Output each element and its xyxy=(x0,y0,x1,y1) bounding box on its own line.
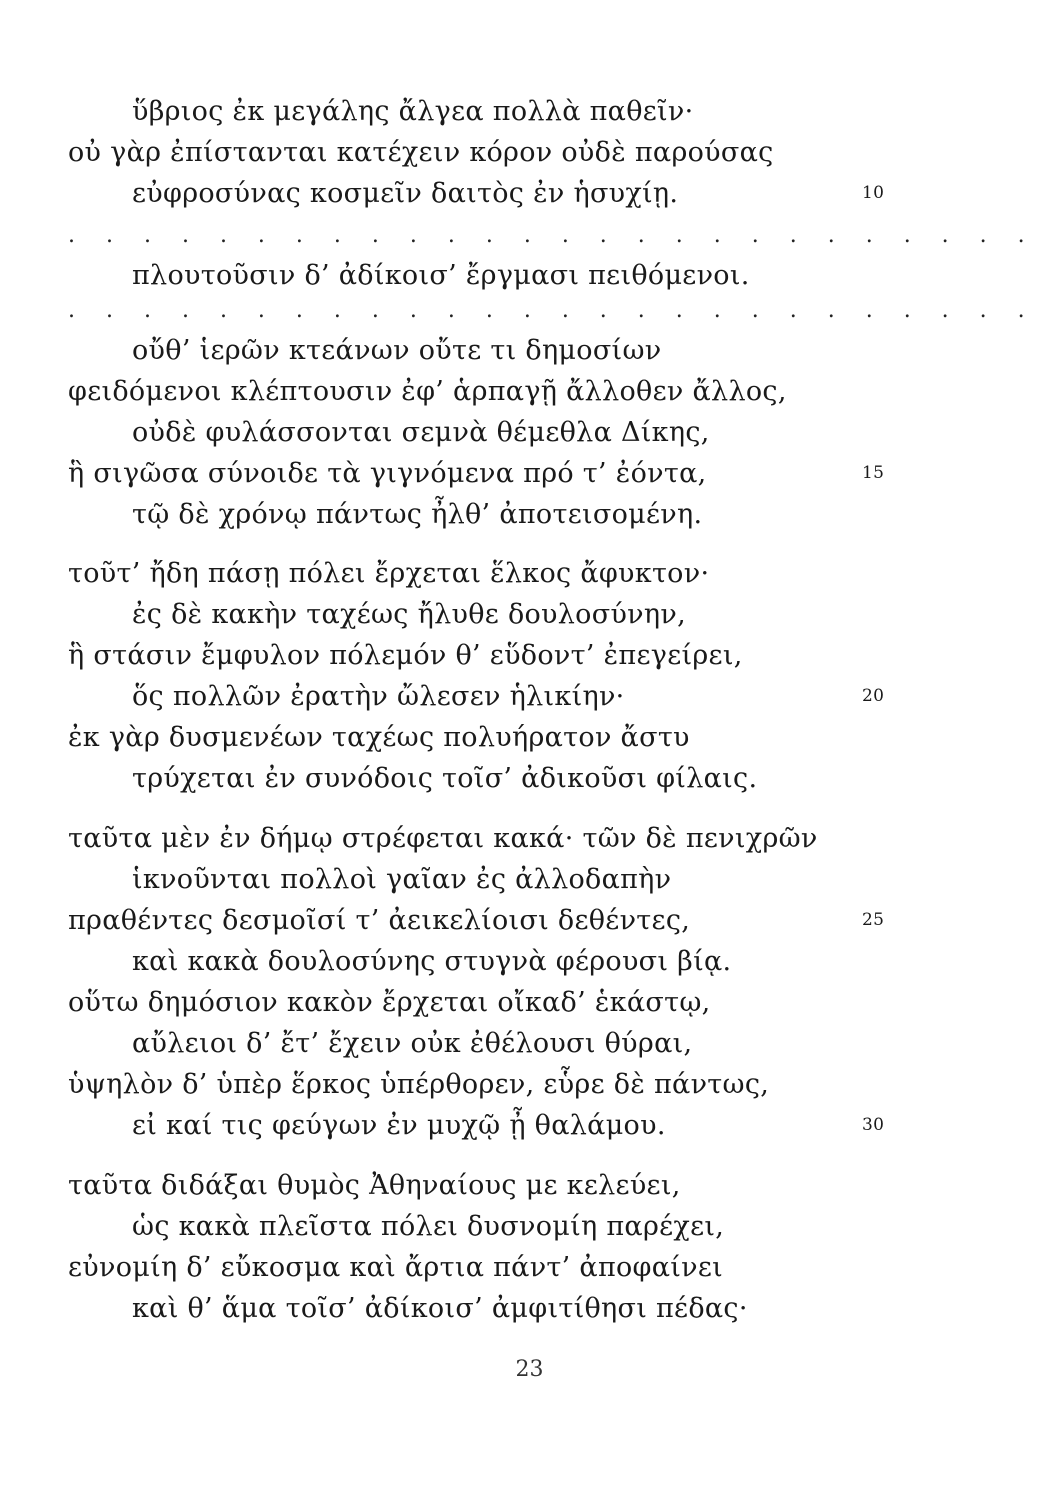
verse-line xyxy=(0,635,1059,676)
verse-text: ὡς κακὰ πλεῖστα πόλει δυσνομίη παρέχει, xyxy=(132,1211,725,1242)
verse-text: τοῦτ’ ἤδη πάσῃ πόλει ἔρχεται ἕλκος ἄφυκτον· xyxy=(68,558,710,589)
verse-text: αὔλειοι δ’ ἔτ’ ἔχειν οὐκ ἐθέλουσι θύραι, xyxy=(132,1028,693,1059)
verse-line xyxy=(0,1247,1059,1288)
stanza-1 xyxy=(0,91,1059,214)
verse-line xyxy=(0,859,1059,900)
verse-line xyxy=(0,132,1059,173)
verse-line xyxy=(0,900,1059,941)
verse-text: εἰ καί τις φεύγων ἐν μυχῷ ᾖ θαλάμου. xyxy=(132,1110,666,1141)
verse-line xyxy=(0,453,1059,494)
verse-text: εὐφροσύνας κοσμεῖν δαιτὸς ἐν ἡσυχίῃ. xyxy=(132,178,679,209)
verse-line xyxy=(0,1165,1059,1206)
verse-text: ὅς πολλῶν ἐρατὴν ὤλεσεν ἡλικίην· xyxy=(132,681,625,712)
verse-text: φειδόμενοι κλέπτουσιν ἐφ’ ἁρπαγῇ ἄλλοθεν ἄλλος, xyxy=(68,376,787,407)
stanza-5 xyxy=(0,818,1059,1146)
verse-line xyxy=(0,91,1059,132)
verse-line xyxy=(0,1064,1059,1105)
verse-line xyxy=(0,758,1059,799)
verse-line xyxy=(0,255,1059,296)
lacuna-dots: . . . . . . . . . . . . . . . . . . . . . . . . . . xyxy=(68,223,1037,248)
verse-line xyxy=(0,173,1059,214)
verse-line xyxy=(0,494,1059,535)
stanza-2 xyxy=(0,255,1059,296)
stanza-6 xyxy=(0,1165,1059,1329)
verse-line xyxy=(0,717,1059,758)
verse-line xyxy=(0,553,1059,594)
verse-line xyxy=(0,818,1059,859)
verse-text: ταῦτα μὲν ἐν δήμῳ στρέφεται κακά· τῶν δὲ πενιχρῶν xyxy=(68,823,818,854)
verse-text: τρύχεται ἐν συνόδοις τοῖσ’ ἀδικοῦσι φίλαις. xyxy=(132,763,758,794)
verse-text: ἱκνοῦνται πολλοὶ γαῖαν ἐς ἀλλοδαπὴν xyxy=(132,864,672,895)
verse-text: οὕτω δημόσιον κακὸν ἔρχεται οἴκαδ’ ἑκάστῳ, xyxy=(68,987,711,1018)
verse-line xyxy=(0,1105,1059,1146)
verse-line xyxy=(0,982,1059,1023)
verse-text: ὑψηλὸν δ’ ὑπὲρ ἕρκος ὑπέρθορεν, εὗρε δὲ πάντως, xyxy=(68,1069,770,1100)
verse-line xyxy=(0,1206,1059,1247)
verse-line xyxy=(0,1023,1059,1064)
lacuna-dots: . . . . . . . . . . . . . . . . . . . . . . . . . . xyxy=(68,298,1037,323)
line-number: 10 xyxy=(862,183,885,203)
verse-text: πλουτοῦσιν δ’ ἀδίκοισ’ ἔργμασι πειθόμενοι. xyxy=(132,260,750,291)
verse-text: ὕβριος ἐκ μεγάλης ἄλγεα πολλὰ παθεῖν· xyxy=(132,96,694,127)
page-number: 23 xyxy=(515,1357,544,1382)
verse-line xyxy=(0,371,1059,412)
verse-line xyxy=(0,676,1059,717)
verse-text: ταῦτα διδάξαι θυμὸς Ἀθηναίους με κελεύει, xyxy=(68,1170,681,1201)
verse-text: οὔθ’ ἱερῶν κτεάνων οὔτε τι δημοσίων xyxy=(132,335,662,366)
verse-text: τῷ δὲ χρόνῳ πάντως ἦλθ’ ἀποτεισομένη. xyxy=(132,499,703,530)
verse-text: πραθέντες δεσμοῖσί τ’ ἀεικελίοισι δεθέντες, xyxy=(68,905,691,936)
verse-text: ἣ σιγῶσα σύνοιδε τὰ γιγνόμενα πρό τ’ ἐόντα, xyxy=(68,458,707,489)
verse-text: ἐς δὲ κακὴν ταχέως ἤλυθε δουλοσύνην, xyxy=(132,599,686,630)
stanza-4 xyxy=(0,553,1059,799)
line-number: 25 xyxy=(862,910,885,930)
verse-text: καὶ κακὰ δουλοσύνης στυγνὰ φέρουσι βίᾳ. xyxy=(132,946,732,977)
verse-line xyxy=(0,594,1059,635)
verse-text: οὐδὲ φυλάσσονται σεμνὰ θέμεθλα Δίκης, xyxy=(132,417,710,448)
verse-text: εὐνομίη δ’ εὔκοσμα καὶ ἄρτια πάντ’ ἀποφαίνει xyxy=(68,1252,724,1283)
line-number: 20 xyxy=(862,686,885,706)
verse-line xyxy=(0,412,1059,453)
verse-text: οὐ γὰρ ἐπίστανται κατέχειν κόρον οὐδὲ παρούσας xyxy=(68,137,774,168)
verse-line xyxy=(0,1288,1059,1329)
verse-text: ἐκ γὰρ δυσμενέων ταχέως πολυήρατον ἄστυ xyxy=(68,722,690,753)
line-number: 15 xyxy=(862,463,885,483)
verse-line xyxy=(0,330,1059,371)
line-number: 30 xyxy=(862,1115,885,1135)
stanza-3 xyxy=(0,330,1059,535)
verse-line xyxy=(0,941,1059,982)
verse-text: ἣ στάσιν ἔμφυλον πόλεμόν θ’ εὕδοντ’ ἐπεγείρει, xyxy=(68,640,743,671)
verse-text: καὶ θ’ ἅμα τοῖσ’ ἀδίκοισ’ ἀμφιτίθησι πέδας· xyxy=(132,1293,748,1324)
